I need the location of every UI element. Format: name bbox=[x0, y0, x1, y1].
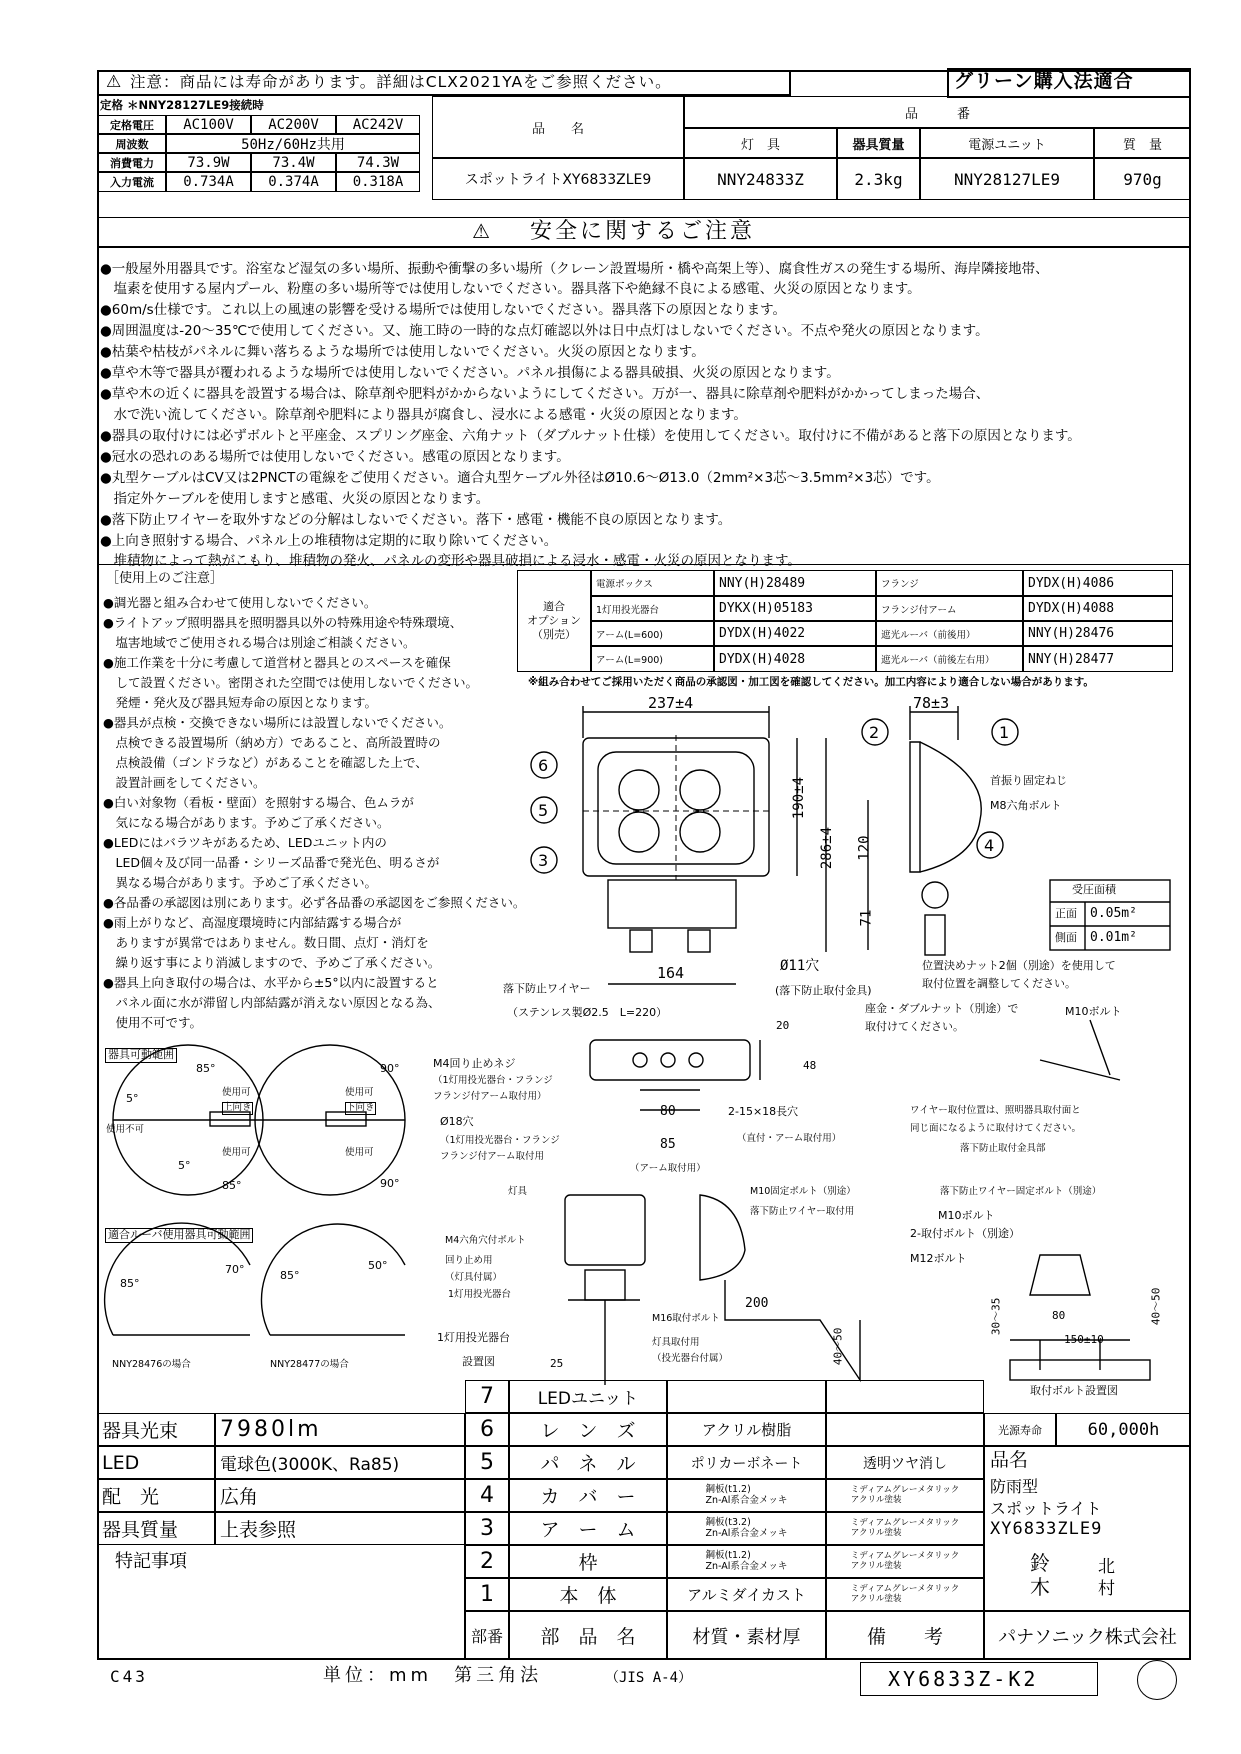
ratings-cell: 0.734A bbox=[166, 172, 251, 192]
pressure-front-label: 正面 bbox=[1055, 907, 1077, 920]
part-material: 鋼板(t1.2) Zn-Al系合金メッキ bbox=[667, 1545, 826, 1578]
usage-line: ●ライトアップ照明器具を照明器具以外の特殊用途や特殊環境、 bbox=[103, 615, 463, 630]
option-cell: 遮光ルーバ（前後用） bbox=[876, 621, 1023, 646]
dim-40-50b: 40～50 bbox=[1149, 1287, 1163, 1326]
usage-line: ●施工作業を十分に考慮して道営材と器具とのスペースを確保 bbox=[103, 655, 451, 670]
safety-line: ●枯葉や枯枝がパネルに舞い落ちるような場所では使用しないでください。火災の原因となります。 bbox=[100, 344, 705, 360]
dim-depth: 78±3 bbox=[913, 694, 950, 712]
label-anti-fall: (落下防止取付金具) bbox=[775, 984, 872, 997]
ratings-cell: 消費電力 bbox=[98, 153, 166, 172]
usage-line: ●雨上がりなど、高湿度環境時に内部結露する場合が bbox=[103, 915, 402, 930]
col-header: 器具質量 bbox=[837, 128, 920, 158]
led-lens bbox=[680, 812, 720, 852]
pressure-front: 0.05m² bbox=[1090, 906, 1137, 921]
label-d18: Ø18穴 bbox=[440, 1115, 474, 1128]
bracket bbox=[630, 930, 652, 952]
part-name: LEDユニット bbox=[509, 1380, 667, 1413]
bracket bbox=[688, 930, 710, 952]
dim-80: 80 bbox=[660, 1104, 676, 1119]
part-note: 透明ツヤ消し bbox=[826, 1446, 984, 1479]
part-no: 3 bbox=[465, 1512, 509, 1545]
ratings-cell: AC200V bbox=[251, 115, 336, 134]
fixture-side bbox=[700, 1195, 745, 1280]
option-cell: DYDX(H)4028 bbox=[714, 646, 876, 672]
pressure-side-label: 側面 bbox=[1055, 931, 1077, 944]
label-l476: NNY28476の場合 bbox=[112, 1359, 191, 1370]
led-lens bbox=[619, 812, 659, 852]
safety-line: ●落下防止ワイヤーを取外すなどの分解はしないでください。落下・感電・機能不良の原因となります。 bbox=[100, 512, 732, 528]
options-note: ※組み合わせてご採用いただく商品の承認図・加工図を確認してください。加工内容により適合しない場合があります。 bbox=[528, 676, 1094, 688]
callout: 2 bbox=[869, 723, 880, 742]
note-washer: 座金・ダブルナット（別途）で bbox=[865, 1002, 1019, 1015]
label-fixture: 灯具 bbox=[508, 1186, 528, 1197]
option-cell: フランジ bbox=[876, 570, 1023, 596]
safety-line: ●器具の取付けには必ずボルトと平座金、スプリング座金、六角ナット（ダブルナット仕様）を使用してください。取付けに不備があると落下の原因となります。 bbox=[100, 428, 1081, 444]
part-note: ミディアムグレーメタリック アクリル塗装 bbox=[826, 1545, 984, 1578]
spec-value: 7980lm bbox=[215, 1413, 465, 1446]
signature: 北 bbox=[1098, 1557, 1115, 1577]
label-wire-bolt: 落下防止ワイヤー固定ボルト（別途） bbox=[940, 1186, 1102, 1197]
label-m12: M12ボルト bbox=[910, 1252, 967, 1265]
ratings-cell: 73.9W bbox=[166, 153, 251, 172]
note-wire-pos: 落下防止取付金具部 bbox=[960, 1143, 1046, 1154]
product-type: 防雨型 bbox=[990, 1477, 1039, 1496]
angle-label: 5° bbox=[178, 1159, 191, 1172]
parts-header: 部番 bbox=[465, 1611, 509, 1660]
option-cell: DYDX(H)4022 bbox=[714, 621, 876, 646]
usage-line: ●各品番の承認図は別にあります。必ず各品番の承認図をご参照ください。 bbox=[103, 895, 526, 910]
label-m4: フランジ付アーム取付用） bbox=[433, 1091, 547, 1102]
options-label: 適合 オプション （別売） bbox=[517, 570, 591, 672]
stamp-circle bbox=[1137, 1660, 1177, 1700]
label-rot: （灯具付属） bbox=[445, 1272, 503, 1283]
safety-line: 堆積物によって熱がこもり、堆積物の発火、パネルの変形や器具破損による浸水・感電・火災の原因となります。 bbox=[100, 553, 801, 569]
label-ok: 使用可 bbox=[222, 1147, 251, 1158]
safety-line: 塩素を使用する屋内プール、粉塵の多い場所等では使用しないでください。器具落下や絶縁不良による感電、火災の原因となります。 bbox=[100, 281, 921, 297]
dim-48: 48 bbox=[803, 1059, 817, 1072]
label-wire: 落下防止ワイヤー bbox=[503, 982, 591, 995]
top-view-body bbox=[590, 1040, 750, 1080]
col-header: 灯 具 bbox=[684, 128, 837, 158]
label-fix-parts: （投光器台付属） bbox=[652, 1353, 729, 1364]
label-wire-fix: 落下防止ワイヤー取付用 bbox=[750, 1206, 855, 1217]
ratings-cell: 定格電圧 bbox=[98, 115, 166, 134]
label-rot: 回り止め用 bbox=[445, 1255, 493, 1266]
note-washer: 取付けてください。 bbox=[865, 1020, 964, 1033]
option-cell: アーム(L=900) bbox=[591, 646, 714, 672]
label-louver-range: 適合ルーバ使用器具可動範囲 bbox=[105, 1228, 253, 1243]
part-note: ミディアムグレーメタリック アクリル塗装 bbox=[826, 1512, 984, 1545]
ratings-cell: 周波数 bbox=[98, 134, 166, 153]
label-bolt: M8六角ボルト bbox=[990, 799, 1062, 812]
usage-line: ●器具が点検・交換できない場所には設置しないでください。 bbox=[103, 715, 452, 730]
usage-line: 異なる場合があります。予めご了承ください。 bbox=[103, 875, 378, 890]
note-wire-pos: 同じ面になるように取付けてください。 bbox=[910, 1123, 1082, 1134]
spec-label: 器具光束 bbox=[97, 1413, 215, 1446]
parts-header: 備 考 bbox=[826, 1611, 984, 1660]
signature: 木 bbox=[1030, 1575, 1050, 1599]
spec-label: LED bbox=[97, 1446, 215, 1479]
part-note: ミディアムグレーメタリック アクリル塗装 bbox=[826, 1578, 984, 1611]
callout: 1 bbox=[999, 723, 1010, 742]
part-name: カ バ ー bbox=[509, 1479, 667, 1512]
stand bbox=[925, 915, 945, 955]
ratings-cell: 74.3W bbox=[336, 153, 420, 172]
part-name: 枠 bbox=[509, 1545, 667, 1578]
usage-line: 点検設備（ゴンドラなど）があることを確認した上で、 bbox=[103, 755, 428, 770]
footer-code: C43 bbox=[110, 1667, 148, 1686]
label-m4: （1灯用投光器台・フランジ bbox=[433, 1075, 553, 1086]
safety-title: 安全に関するご注意 bbox=[530, 219, 756, 244]
label-bolt-fig: 取付ボルト設置図 bbox=[1030, 1384, 1118, 1397]
safety-line: 指定外ケーブルを使用しますと感電、火災の原因となります。 bbox=[100, 491, 490, 507]
angle-label: 90° bbox=[380, 1177, 400, 1190]
angle-label: 90° bbox=[380, 1062, 400, 1075]
usage-line: 使用不可です。 bbox=[103, 1015, 203, 1030]
label-m16: M16取付ボルト bbox=[652, 1313, 720, 1324]
led-lens bbox=[619, 770, 659, 810]
usage-line: 繰り返す事により消滅しますので、予めご了承ください。 bbox=[103, 955, 441, 970]
part-no: 7 bbox=[465, 1380, 509, 1413]
dim-width: 237±4 bbox=[648, 694, 694, 712]
option-cell: 遮光ルーバ（前後左右用） bbox=[876, 646, 1023, 672]
signature: 村 bbox=[1098, 1579, 1115, 1599]
number-header: 品 番 bbox=[684, 96, 1191, 128]
label-arm: （アーム取付用） bbox=[630, 1163, 706, 1174]
col-header: 質 量 bbox=[1094, 128, 1191, 158]
spec-value: 電球色(3000K、Ra85) bbox=[215, 1446, 465, 1479]
green-badge: グリーン購入法適合 bbox=[954, 70, 1134, 92]
label-screw: 首振り固定ねじ bbox=[990, 774, 1067, 787]
usage-line: して設置ください。密閉された空間では使用しないでください。 bbox=[103, 675, 479, 690]
pivot bbox=[922, 882, 948, 908]
option-cell: 1灯用投光器台 bbox=[591, 596, 714, 621]
part-note bbox=[826, 1380, 984, 1413]
dim-30-35: 30～35 bbox=[989, 1297, 1003, 1336]
option-cell: DYKX(H)05183 bbox=[714, 596, 876, 621]
product-weight: 2.3kg bbox=[837, 158, 920, 200]
safety-line: ●丸型ケーブルはCV又は2PNCTの電線をご使用ください。適合丸型ケーブル外径はØ10.6～Ø13.0（2mm²×3芯～3.5mm²×3芯）です。 bbox=[100, 470, 940, 486]
note-wire-pos: ワイヤー取付位置は、照明器具取付面と bbox=[910, 1105, 1081, 1116]
angle-label: 5° bbox=[126, 1092, 139, 1105]
callout: 4 bbox=[984, 836, 995, 855]
option-cell: DYDX(H)4088 bbox=[1023, 596, 1173, 621]
label-base-fig: 1灯用投光器台 bbox=[437, 1331, 510, 1344]
label-m10: M10ボルト bbox=[1065, 1005, 1122, 1018]
usage-line: ●器具上向き取付の場合は、水平から±5°以内に設置すると bbox=[103, 975, 439, 990]
pressure-side: 0.01m² bbox=[1090, 930, 1137, 945]
ratings-cell: AC242V bbox=[336, 115, 420, 134]
usage-line: 塩害地域でご使用される場合は別途ご相談ください。 bbox=[103, 635, 416, 650]
life-label: 光源寿命 bbox=[984, 1413, 1056, 1446]
dim-height-190: 190±4 bbox=[791, 776, 808, 820]
usage-line: パネル面に水が滞留し内部結露が消えない原因となる為、 bbox=[103, 995, 441, 1010]
spec-label: 特記事項 bbox=[115, 1551, 187, 1572]
life-value: 60,000h bbox=[1056, 1413, 1191, 1446]
option-cell: 電源ボックス bbox=[591, 570, 714, 596]
dim-164: 164 bbox=[657, 964, 685, 982]
ratings-cell: 0.374A bbox=[251, 172, 336, 192]
warning-icon: ⚠ bbox=[472, 219, 490, 243]
callout: 5 bbox=[538, 801, 549, 820]
angle-label: 85° bbox=[120, 1277, 140, 1290]
angle-label: 85° bbox=[196, 1062, 216, 1075]
option-cell: DYDX(H)4086 bbox=[1023, 570, 1173, 596]
part-material: 鋼板(t1.2) Zn-Al系合金メッキ bbox=[667, 1479, 826, 1512]
label-ok: 使用可 bbox=[222, 1087, 251, 1098]
label-direct: （直付・アーム取付用） bbox=[737, 1133, 842, 1144]
dim-hole: Ø11穴 bbox=[780, 958, 820, 974]
dim-71: 71 bbox=[858, 909, 875, 927]
label-base1: 1灯用投光器台 bbox=[448, 1289, 512, 1300]
part-material: 鋼板(t3.2) Zn-Al系合金メッキ bbox=[667, 1512, 826, 1545]
side-view-panel bbox=[910, 742, 920, 872]
company-name: パナソニック株式会社 bbox=[984, 1611, 1191, 1660]
led-lens bbox=[680, 770, 720, 810]
ratings-cell: 50Hz/60Hz共用 bbox=[166, 134, 420, 153]
note-nut: 位置決めナット2個（別途）を使用して bbox=[922, 959, 1116, 972]
spec-value: 広角 bbox=[215, 1479, 465, 1512]
notice-text: 注意：商品には寿命があります。詳細はCLX2021YAをご参照ください。 bbox=[130, 73, 672, 91]
spec-label: 器具質量 bbox=[97, 1512, 215, 1545]
safety-line: ●一般屋外用器具です。浴室など湿気の多い場所、振動や衝撃の多い場所（クレーン設置場所・橋や高架上等）、腐食性ガスの発生する場所、海岸隣接地帯、 bbox=[100, 261, 1049, 277]
label-base-fig: 設置図 bbox=[462, 1355, 495, 1368]
footer-unit: 単位：mm 第三角法 bbox=[323, 1665, 543, 1686]
spec-label: 配 光 bbox=[97, 1479, 215, 1512]
callout: 3 bbox=[538, 851, 549, 870]
label-m10fix: M10固定ボルト（別途） bbox=[750, 1186, 856, 1197]
bolt-plate bbox=[1030, 1255, 1090, 1295]
fixture-top bbox=[565, 1195, 645, 1265]
dim-40-50: 40～50 bbox=[831, 1327, 845, 1366]
safety-line: ●草や木の近くに器具を設置する場合は、除草剤や肥料がかからないようにしてください。万が一、器具に除草剤や肥料がかかってしまった場合、 bbox=[100, 386, 990, 402]
option-cell: NNY(H)28477 bbox=[1023, 646, 1173, 672]
label-m10b: M10ボルト bbox=[938, 1209, 995, 1222]
label-up: 上向き bbox=[223, 1102, 252, 1113]
side-view-housing bbox=[920, 742, 981, 872]
label-ok: 使用可 bbox=[345, 1087, 374, 1098]
part-name: 本 体 bbox=[509, 1578, 667, 1611]
safety-line: ●草や木等で器具が覆われるような場所では使用しないでください。パネル損傷による器具破損、火災の原因となります。 bbox=[100, 365, 840, 381]
product-type: スポットライト bbox=[990, 1499, 1102, 1518]
dim-height-286: 286±4 bbox=[819, 826, 836, 870]
label-m4hex: M4六角穴付ボルト bbox=[445, 1235, 526, 1246]
warning-icon: ⚠ bbox=[106, 72, 122, 92]
part-name: レ ン ズ bbox=[509, 1413, 667, 1446]
usage-line: ありますが異常ではありません。数日間、点灯・消灯を bbox=[103, 935, 429, 950]
product-code: XY6833ZLE9 bbox=[990, 1519, 1103, 1539]
drawing-number: XY6833Z-K2 bbox=[888, 1667, 1039, 1691]
label-wire-spec: （ステンレス製Ø2.5 L=220） bbox=[507, 1006, 668, 1019]
label-range: 器具可動範囲 bbox=[105, 1048, 177, 1063]
ratings-cell: 0.318A bbox=[336, 172, 420, 192]
parts-header: 材質・素材厚 bbox=[667, 1611, 826, 1660]
safety-line: ●60m/s仕様です。これ以上の風速の影響を受ける場所では使用しないでください。器具落下の原因となります。 bbox=[100, 302, 787, 318]
label-m4: M4回り止めネジ bbox=[433, 1057, 516, 1070]
safety-line: ●周囲温度は-20～35℃で使用してください。又、施工時の一時的な点灯確認以外は日中点灯はしないでください。不点や発火の原因となります。 bbox=[100, 323, 989, 339]
usage-line: ●白い対象物（看板・壁面）を照射する場合、色ムラが bbox=[103, 795, 414, 810]
angle-label: 70° bbox=[225, 1263, 245, 1276]
label-twin: 2-取付ボルト（別途） bbox=[910, 1227, 1020, 1240]
part-no: 2 bbox=[465, 1545, 509, 1578]
parts-header: 部 品 名 bbox=[509, 1611, 667, 1660]
usage-line: LED個々及び同一品番・シリーズ品番で発光色、明るさが bbox=[103, 855, 440, 870]
part-no: 6 bbox=[465, 1413, 509, 1446]
option-cell: アーム(L=600) bbox=[591, 621, 714, 646]
part-no: 4 bbox=[465, 1479, 509, 1512]
usage-line: 気になる場合があります。予めご了承ください。 bbox=[103, 815, 390, 830]
part-no: 1 bbox=[465, 1578, 509, 1611]
spec-value: 上表参照 bbox=[215, 1512, 465, 1545]
note-nut: 取付位置を調整してください。 bbox=[922, 977, 1076, 990]
label-d18: フランジ付アーム取付用 bbox=[440, 1151, 544, 1162]
label-l477: NNY28477の場合 bbox=[270, 1359, 349, 1370]
usage-line: ●LEDにはバラツキがあるため、LEDユニット内の bbox=[103, 835, 387, 850]
dim-80b: 80 bbox=[1052, 1309, 1066, 1322]
ratings-cell: 入力電流 bbox=[98, 172, 166, 192]
angle-label: 85° bbox=[222, 1179, 242, 1192]
ratings-cell: 73.4W bbox=[251, 153, 336, 172]
part-material: ポリカーボネート bbox=[667, 1446, 826, 1479]
part-material: アルミダイカスト bbox=[667, 1578, 826, 1611]
part-no: 5 bbox=[465, 1446, 509, 1479]
product-number: NNY24833Z bbox=[684, 158, 837, 200]
part-material bbox=[667, 1380, 826, 1413]
safety-line: ●冠水の恐れのある場所では使用しないでください。感電の原因となります。 bbox=[100, 449, 570, 465]
dim-200: 200 bbox=[745, 1296, 769, 1311]
label-ok: 使用可 bbox=[345, 1147, 374, 1158]
name-header: 品 名 bbox=[432, 96, 684, 158]
safety-line: ●上向き照射する場合、パネル上の堆積物は定期的に取り除いてください。 bbox=[100, 533, 558, 549]
part-note bbox=[826, 1413, 984, 1446]
dim-slot: 2-15×18長穴 bbox=[728, 1105, 799, 1118]
part-name: パ ネ ル bbox=[509, 1446, 667, 1479]
product-name: スポットライトXY6833ZLE9 bbox=[432, 158, 684, 200]
usage-line: 発煙・発火及び器具短寿命の原因となります。 bbox=[103, 695, 378, 710]
part-material: アクリル樹脂 bbox=[667, 1413, 826, 1446]
dim-150: 150±10 bbox=[1064, 1333, 1104, 1346]
name-label: 品名 bbox=[990, 1449, 1029, 1471]
dim-85: 85 bbox=[660, 1137, 676, 1152]
pressure-title: 受圧面積 bbox=[1072, 883, 1116, 896]
ratings-title: 定格 ＊NNY28127LE9接続時 bbox=[100, 98, 264, 112]
footer-jis: （JIS A-4） bbox=[605, 1670, 693, 1686]
angle-label: 85° bbox=[280, 1269, 300, 1282]
label-fix-parts: 灯具取付用 bbox=[652, 1337, 700, 1348]
ratings-cell: AC100V bbox=[166, 115, 251, 134]
signature: 鈴 bbox=[1030, 1551, 1050, 1575]
dim-20: 20 bbox=[776, 1019, 790, 1032]
part-note: ミディアムグレーメタリック アクリル塗装 bbox=[826, 1479, 984, 1512]
dim-120: 120 bbox=[856, 835, 873, 861]
usage-line: 点検できる設置場所（納め方）であること、高所設置時の bbox=[103, 735, 441, 750]
label-d18: （1灯用投光器台・フランジ bbox=[440, 1135, 560, 1146]
arm-front bbox=[608, 880, 736, 928]
option-cell: フランジ付アーム bbox=[876, 596, 1023, 621]
dim-25: 25 bbox=[550, 1357, 564, 1370]
usage-line: ●調光器と組み合わせて使用しないでください。 bbox=[103, 595, 377, 610]
power-unit: NNY28127LE9 bbox=[920, 158, 1094, 200]
option-cell: NNY(H)28476 bbox=[1023, 621, 1173, 646]
part-name: ア ー ム bbox=[509, 1512, 667, 1545]
usage-line: 設置計画をしてください。 bbox=[103, 775, 266, 790]
angle-label: 50° bbox=[368, 1259, 388, 1272]
callout: 6 bbox=[538, 756, 549, 775]
option-cell: NNY(H)28489 bbox=[714, 570, 876, 596]
safety-line: 水で洗い流してください。除草剤や肥料により器具が腐食し、浸水による感電・火災の原因となります。 bbox=[100, 407, 747, 423]
label-ng: 使用不可 bbox=[106, 1124, 145, 1135]
label-down: 下向き bbox=[346, 1102, 375, 1113]
usage-title: ［使用上のご注意］ bbox=[106, 571, 224, 586]
unit-weight: 970g bbox=[1094, 158, 1191, 200]
col-header: 電源ユニット bbox=[920, 128, 1094, 158]
